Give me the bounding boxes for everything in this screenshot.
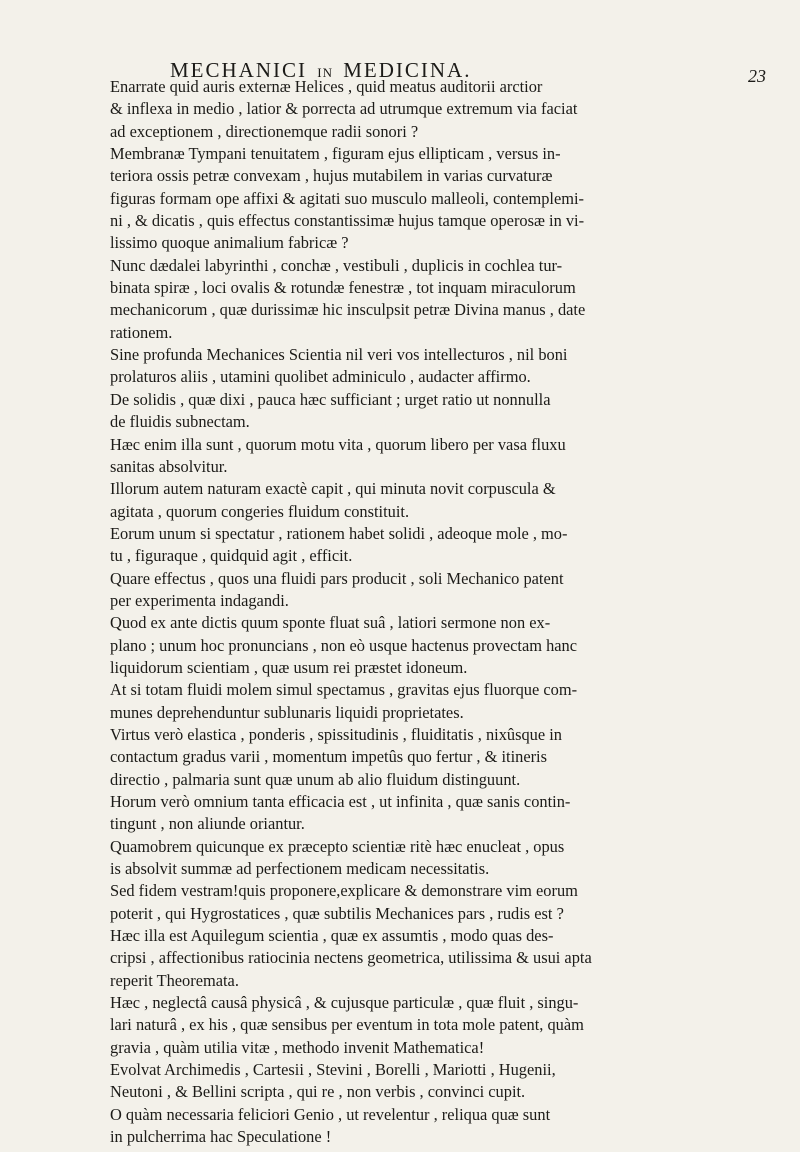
body-text [110,76,740,1149]
text-line: Horum verò omnium tanta efficacia est , ut infinita , quæ sanis contin- [110,792,571,811]
text-line: plano ; unum hoc pronuncians , non eò usque hactenus provectam hanc [110,635,578,655]
text-line: figuras formam ope affixi & agitati suo musculo malleoli, contemplemi- [110,188,584,208]
text-line: ad exceptionem , directionemque radii sonori ? [110,121,419,141]
text-line: agitata , quorum congeries fluidum constituit. [110,501,410,521]
text-line: in pulcherrima hac Speculatione ! [110,1127,332,1147]
text-line: Quamobrem quicunque ex præcepto scientiæ ritè hæc enucleat , opus [110,836,565,856]
text-line: Sine profunda Mechanices Scientia nil veri vos intellecturos , nil boni [110,345,568,365]
text-line: Hæc illa est Aquilegum scientia , quæ ex assumtis , modo quas des- [110,926,554,946]
text-line: per experimenta indagandi. [110,590,289,610]
text-line: & inflexa in medio , latior & porrecta ad utrumque extremum via faciat [110,99,578,119]
text-line: directio , palmaria sunt quæ unum ab alio fluidum distinguunt. [110,769,521,789]
text-line: is absolvit summæ ad perfectionem medicam necessitatis. [110,859,490,879]
text-line: Quod ex ante dictis quum sponte fluat suâ , latiori sermone non ex- [110,613,551,633]
text-line: Quare effectus , quos una fluidi pars producit , soli Mechanico patent [110,568,564,588]
text-line: rationem. [110,322,173,342]
text-line: Hæc , neglectâ causâ physicâ , & cujusque particulæ , quæ fluit , singu- [110,993,579,1013]
text-line: de fluidis subnectam. [110,412,250,432]
page-number: 23 [748,66,766,86]
text-line: At si totam fluidi molem simul spectamus , gravitas ejus fluorque com- [110,680,578,700]
header-word-medicina: MEDICINA. [343,58,472,82]
text-line: munes deprehenduntur sublunaris liquidi proprietates. [110,702,464,722]
text-line: ni , & dicatis , quis effectus constantissimæ hujus tamque operosæ in vi- [110,211,585,231]
text-line: reperit Theoremata. [110,970,239,990]
text-line: tingunt , non aliunde oriantur. [110,814,305,834]
text-line: Sed fidem vestram!quis proponere,explicare & demonstrare vim eorum [110,881,578,901]
text-line: Neutoni , & Bellini scripta , qui re , non verbis , convinci cupit. [110,1082,526,1102]
text-line: liquidorum scientiam , quæ usum rei præstet idoneum. [110,657,468,677]
text-line: sanitas absolvitur. [110,456,228,476]
text-line: Virtus verò elastica , ponderis , spissitudinis , fluiditatis , nixûsque in [110,724,562,744]
text-line: Membranæ Tympani tenuitatem , figuram ejus ellipticam , versus in- [110,144,561,164]
text-line: contactum gradus varii , momentum impetûs quo fertur , & itineris [110,747,547,767]
text-line: cripsi , affectionibus ratiocinia nectens geometrica, utilissima & usui apta [110,948,592,968]
text-line: O quàm necessaria feliciori Genio , ut revelentur , reliqua quæ sunt [110,1104,551,1124]
header-word-mechanici: MECHANICI [170,58,307,82]
text-line: Eorum unum si spectatur , rationem habet solidi , adeoque mole , mo- [110,523,568,543]
text-line: teriora ossis petræ convexam , hujus mutabilem in varias curvaturæ [110,166,553,186]
text-line: Nunc dædalei labyrinthi , conchæ , vestibuli , duplicis in cochlea tur- [110,255,563,275]
text-line: Evolvat Archimedis , Cartesii , Stevini , Borelli , Mariotti , Hugenii, [110,1060,556,1080]
text-line: lari naturâ , ex his , quæ sensibus per eventum in tota mole patent, quàm [110,1015,584,1035]
text-line: lissimo quoque animalium fabricæ ? [110,233,349,253]
text-line: mechanicorum , quæ durissimæ hic insculpsit petræ Divina manus , date [110,300,586,320]
header-word-in: IN [317,65,333,80]
text-line: Hæc enim illa sunt , quorum motu vita , quorum libero per vasa fluxu [110,434,566,454]
text-line: binata spiræ , loci ovalis & rotundæ fenestræ , tot inquam miraculorum [110,278,576,298]
text-line: gravia , quàm utilia vitæ , methodo invenit Mathematica! [110,1037,485,1057]
text-line: tu , figuraque , quidquid agit , efficit. [110,546,353,566]
text-line: Enarrate quid auris externæ Helices , quid meatus auditorii arctior [110,77,543,96]
text-line: prolaturos aliis , utamini quolibet adminiculo , audacter affirmo. [110,367,531,387]
text-line: Illorum autem naturam exactè capit , qui minuta novit corpuscula & [110,479,556,499]
text-line: De solidis , quæ dixi , pauca hæc sufficiant ; urget ratio ut nonnulla [110,389,551,409]
text-line: poterit , qui Hygrostatices , quæ subtilis Mechanices pars , rudis est ? [110,903,564,923]
